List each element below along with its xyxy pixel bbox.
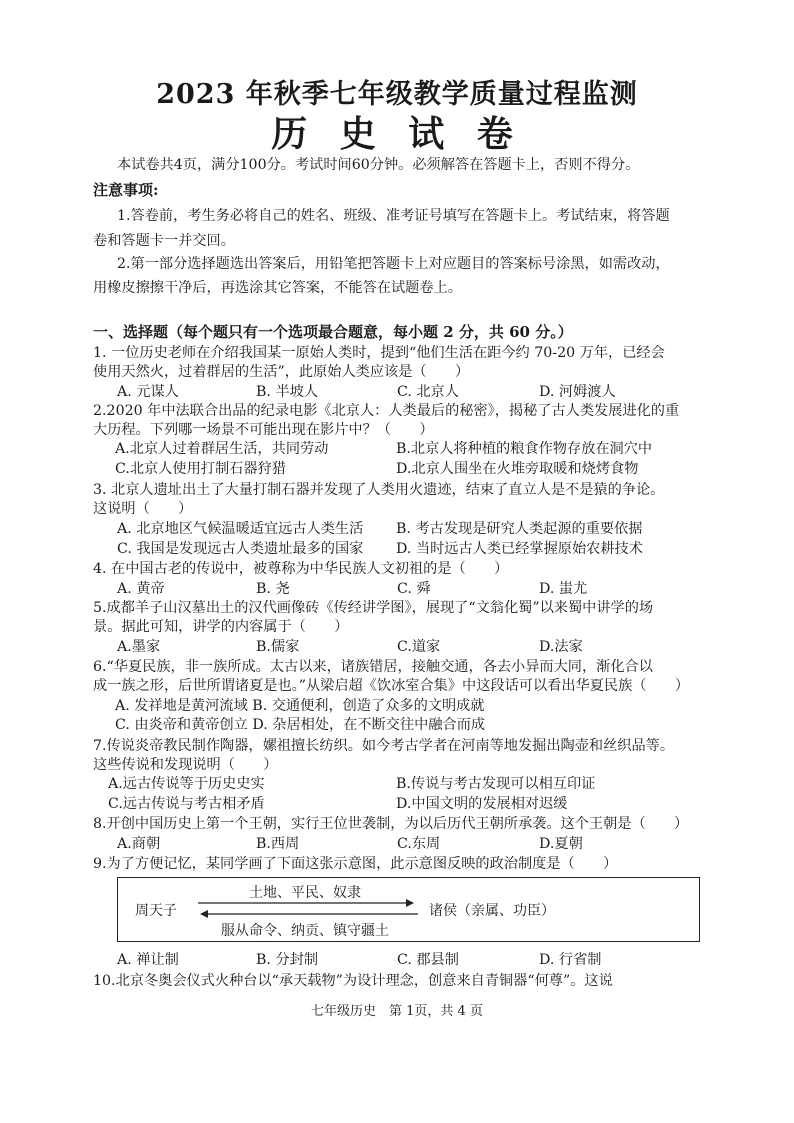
question-8-option-a: A.商朝: [117, 836, 161, 852]
note-2-line-2: 用橡皮擦擦干净后，再选涂其它答案，不能答在试题卷上。: [93, 280, 462, 296]
political-system-diagram: [117, 877, 700, 942]
question-6-line-1: 6.“华夏民族，非一族所成。太古以来，诸族错居，接触交通，各去小异而大同，渐化合以: [93, 659, 653, 675]
question-1-option-d: D. 河姆渡人: [539, 384, 616, 400]
notes-heading: 注意事项:: [93, 181, 159, 199]
question-2-line-1: 2.2020 年中法联合出品的纪录电影《北京人：人类最后的秘密》，揭秘了古人类发展进化的重: [93, 403, 680, 419]
question-2-line-2: 大历程。下列哪一场景不可能出现在影片中？（ ）: [93, 422, 434, 438]
diagram-right-label: 诸侯（亲属、功臣）: [429, 903, 555, 919]
question-3-line-1: 3. 北京人遗址出土了大量打制石器并发现了人类用火遗迹，结束了直立人是不是猿的争论。: [93, 482, 665, 498]
question-1-option-b: B. 半坡人: [256, 384, 319, 400]
question-5-line-2: 景。据此可知，讲学的内容属于（ ）: [93, 619, 349, 635]
question-8-line-1: 8.开创中国历史上第一个王朝，实行王位世袭制，为以后历代王朝所承袭。这个王朝是（ ）: [93, 816, 689, 832]
question-1-line-1: 1. 一位历史老师在介绍我国某一原始人类时，提到“他们生活在距今约 70-20 万年，已经会: [93, 345, 665, 361]
question-6-line-2: 成一族之形，后世所谓诸夏是也。”从梁启超《饮冰室合集》中这段话可以看出华夏民族（ ）: [93, 678, 690, 694]
question-4-option-d: D. 蚩尤: [539, 581, 588, 597]
question-7-option-d: D.中国文明的发展相对迟缓: [396, 796, 568, 812]
question-8-option-b: B.西周: [256, 836, 300, 852]
question-4-line-1: 4. 在中国古老的传说中，被尊称为中华民族人文初祖的是（ ）: [93, 561, 509, 577]
question-7-line-2: 这些传说和发现说明（ ）: [93, 757, 278, 773]
question-9-option-c: C. 郡县制: [397, 952, 459, 968]
page-footer: 七年级历史 第 1页，共 4 页: [311, 1004, 483, 1019]
question-3-option-c: C. 我国是发现远古人类遗址最多的国家: [117, 541, 364, 557]
diagram-left-label: 周天子: [135, 903, 177, 919]
question-7-option-b: B.传说与考古发现可以相互印证: [396, 776, 596, 792]
question-9-option-b: B. 分封制: [256, 952, 319, 968]
arrow-right-head: [406, 899, 414, 907]
exam-title: 2023 年秋季七年级教学质量过程监测: [156, 79, 638, 110]
question-1-line-2: 使用天然火，过着群居的生活”，此原始人类应该是（ ）: [93, 364, 470, 380]
note-1-line-1: 1.答卷前，考生务必将自己的姓名、班级、准考证号填写在答题卡上。考试结束，将答题: [117, 208, 670, 224]
note-2-line-1: 2.第一部分选择题选出答案后，用铅笔把答题卡上对应题目的答案标号涂黑，如需改动，: [117, 256, 670, 272]
question-4-option-b: B. 尧: [256, 581, 290, 597]
question-9-option-a: A. 禅让制: [117, 952, 179, 968]
section-1-heading: 一、选择题（每个题只有一个选项最合题意，每小题 2 分，共 60 分。）: [93, 323, 573, 341]
question-6-option-cd: C. 由炎帝和黄帝创立 D. 杂居相处，在不断交往中融合而成: [115, 717, 486, 733]
question-2-option-d: D.北京人围坐在火堆旁取暖和烧烤食物: [396, 461, 639, 477]
question-5-line-1: 5.成都羊子山汉墓出土的汉代画像砖《传经讲学图》，展现了“文翁化蜀”以来蜀中讲学的场: [93, 600, 654, 616]
question-8-option-c: C.东周: [397, 836, 441, 852]
question-2-option-a: A.北京人过着群居生活，共同劳动: [115, 441, 329, 457]
question-5-option-c: C.道家: [397, 639, 441, 655]
question-1-option-a: A. 元谋人: [117, 384, 179, 400]
question-5-option-b: B.儒家: [256, 639, 300, 655]
question-3-line-2: 这说明（ ）: [93, 501, 193, 517]
question-3-option-d: D. 当时远古人类已经掌握原始农耕技术: [396, 541, 643, 557]
note-1-line-2: 卷和答题卡一并交回。: [93, 233, 235, 249]
question-9-option-d: D. 行省制: [539, 952, 602, 968]
diagram-top-label: 土地、平民、奴隶: [249, 885, 361, 901]
question-3-option-a: A. 北京地区气候温暖适宜远古人类生活: [117, 521, 364, 537]
question-2-option-c: C.北京人使用打制石器狩猎: [115, 461, 286, 477]
exam-intro: 本试卷共4页，满分100分。考试时间60分钟。必须解答在答题卡上，否则不得分。: [117, 157, 640, 173]
question-10-line-1: 10.北京冬奥会仪式火种台以“承天载物”为设计理念，创意来自青铜器“何尊”。这说: [93, 973, 613, 989]
question-5-option-d: D.法家: [539, 639, 583, 655]
question-4-option-c: C. 舜: [397, 581, 431, 597]
question-6-option-ab: A. 发祥地是黄河流域 B. 交通便利，创造了众多的文明成就: [115, 698, 485, 714]
question-7-option-a: A.远古传说等于历史史实: [108, 776, 265, 792]
question-7-line-1: 7.传说炎帝教民制作陶器，嫘祖擅长纺织。如今考古学者在河南等地发掘出陶壶和丝织品等。: [93, 738, 675, 754]
question-7-option-c: C.远古传说与考古相矛盾: [108, 796, 265, 812]
question-5-option-a: A.墨家: [117, 639, 161, 655]
question-8-option-d: D.夏朝: [539, 836, 583, 852]
question-9-line-1: 9.为了方便记忆，某同学画了下面这张示意图，此示意图反映的政治制度是（ ）: [93, 856, 618, 872]
diagram-arrows: [118, 878, 698, 940]
question-2-option-b: B.北京人将种植的粮食作物存放在洞穴中: [396, 441, 653, 457]
question-3-option-b: B. 考古发现是研究人类起源的重要依据: [396, 521, 643, 537]
question-1-option-c: C. 北京人: [397, 384, 459, 400]
arrow-left-head: [200, 910, 208, 918]
exam-subject-title: 历 史 试 卷: [271, 113, 523, 155]
diagram-bottom-label: 服从命令、纳贡、镇守疆土: [221, 923, 389, 939]
question-4-option-a: A. 黄帝: [117, 581, 165, 597]
